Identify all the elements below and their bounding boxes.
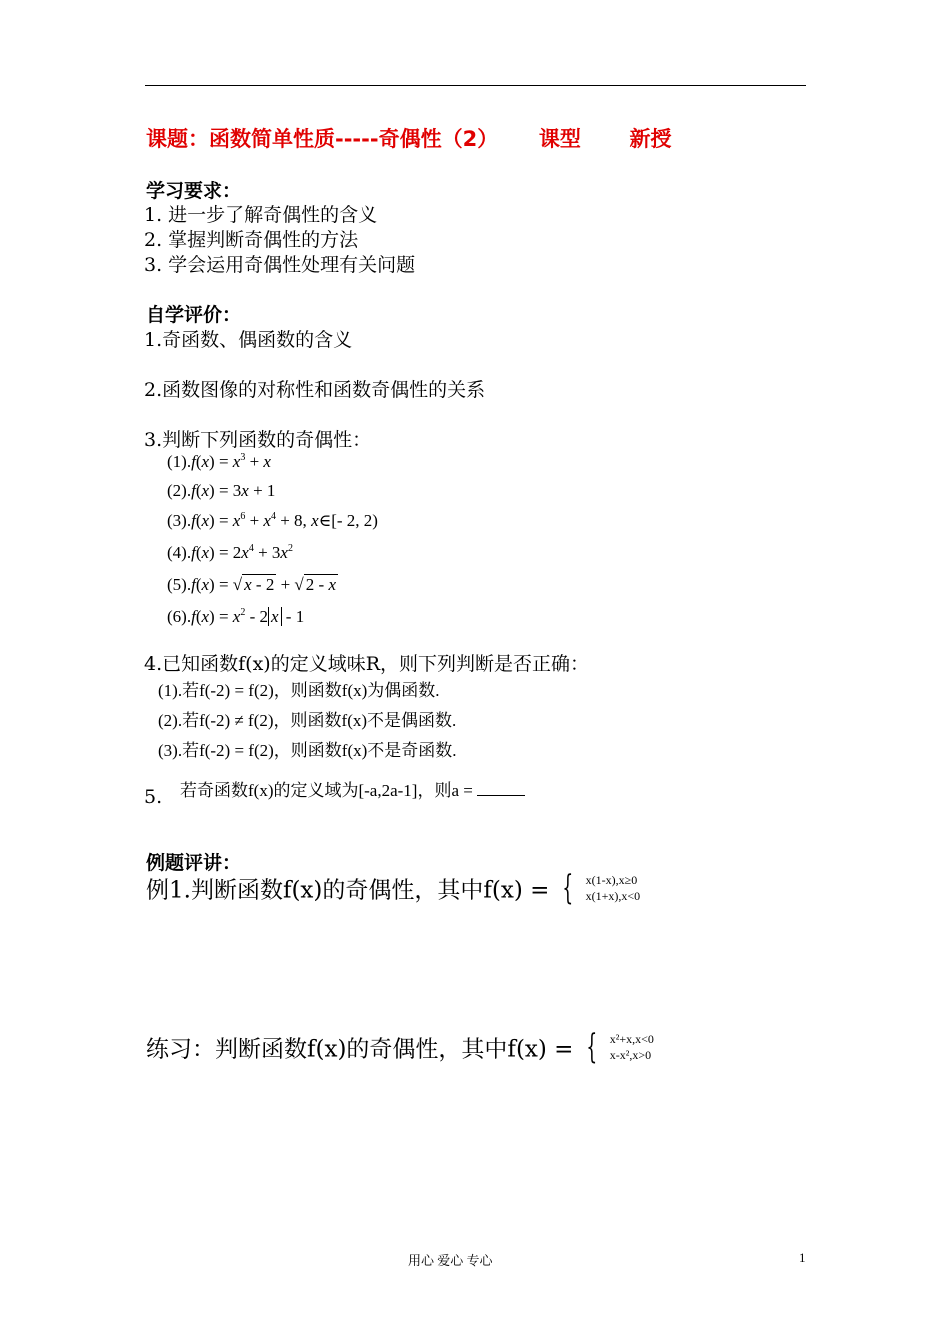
requirement-item: 3. 学会运用奇偶性处理有关问题 xyxy=(144,254,416,276)
footer-center: 用心 爱心 专心 xyxy=(408,1253,493,1268)
function-3: $(3).f(x) = x^6 + x^4 + 8$, x∈[- 2, 2) xyxy=(167,511,378,530)
requirement-item: 1. 进一步了解奇偶性的含义 xyxy=(144,204,378,226)
q4-item-2: (2).若f(-2) ≠ f(2)，则函数f(x)不是偶函数. xyxy=(158,711,457,730)
answer-blank xyxy=(477,781,525,796)
case-line: x-x²,x>0 xyxy=(609,1048,652,1062)
page-number: 1 xyxy=(799,1250,806,1265)
q4-item-3: (3).若f(-2) = f(2)，则函数f(x)不是奇函数. xyxy=(158,741,457,760)
self-study-heading: 自学评价： xyxy=(146,304,242,326)
lesson-title: 课题：函数简单性质-----奇偶性（2） xyxy=(146,127,499,151)
example-1-cases xyxy=(586,872,641,904)
self-study-q4: 4.已知函数f(x)的定义域味R，则下列判断是否正确： xyxy=(144,653,590,675)
function-6: $(6).f(x) = x^2 - 2$ x - 1 xyxy=(167,607,305,626)
requirements-heading: 学习要求： xyxy=(146,180,242,202)
q5-text: 若奇函数f(x)的定义域为[-a,2a-1]，则a = xyxy=(180,781,473,800)
q5-question xyxy=(180,776,525,801)
q4-item-1: (1).若f(-2) = f(2)，则函数f(x)为偶函数. xyxy=(158,681,440,700)
header-rule xyxy=(145,85,806,86)
practice-text: 练习：判断函数f(x)的奇偶性，其中f(x) = xyxy=(146,1036,574,1063)
example-1-text: 例1.判断函数f(x)的奇偶性，其中f(x) = xyxy=(146,877,550,904)
self-study-q1: 1.奇函数、偶函数的含义 xyxy=(144,329,353,351)
function-5: (5).f(x) = √ x - 2 + √ 2 - x xyxy=(167,575,336,594)
lesson-type-value: 新授 xyxy=(629,127,672,151)
case-line: x²+x,x<0 xyxy=(609,1032,654,1046)
self-study-q3: 3.判断下列函数的奇偶性： xyxy=(144,429,372,451)
page-title xyxy=(146,123,671,153)
q5-number: 5. xyxy=(144,786,163,808)
function-1: $(1).f(x) = x^3 + x$ xyxy=(167,452,271,471)
function-2: (2).f(x) = 3x + 1 xyxy=(167,481,276,500)
case-line: x(1-x),x≥0 xyxy=(585,873,638,887)
example-1 xyxy=(146,868,641,908)
brace-icon: { xyxy=(562,868,573,908)
lesson-type-label: 课型 xyxy=(538,127,581,151)
examples-heading: 例题评讲： xyxy=(146,852,242,874)
case-line: x(1+x),x<0 xyxy=(585,889,641,903)
brace-icon: { xyxy=(586,1027,597,1067)
self-study-q2: 2.函数图像的对称性和函数奇偶性的关系 xyxy=(144,379,486,401)
requirement-item: 2. 掌握判断奇偶性的方法 xyxy=(144,229,359,251)
practice-cases xyxy=(610,1031,654,1063)
function-4: $(4).f(x) = 2x^4 + 3x^2$ xyxy=(167,543,293,562)
practice xyxy=(146,1027,654,1067)
